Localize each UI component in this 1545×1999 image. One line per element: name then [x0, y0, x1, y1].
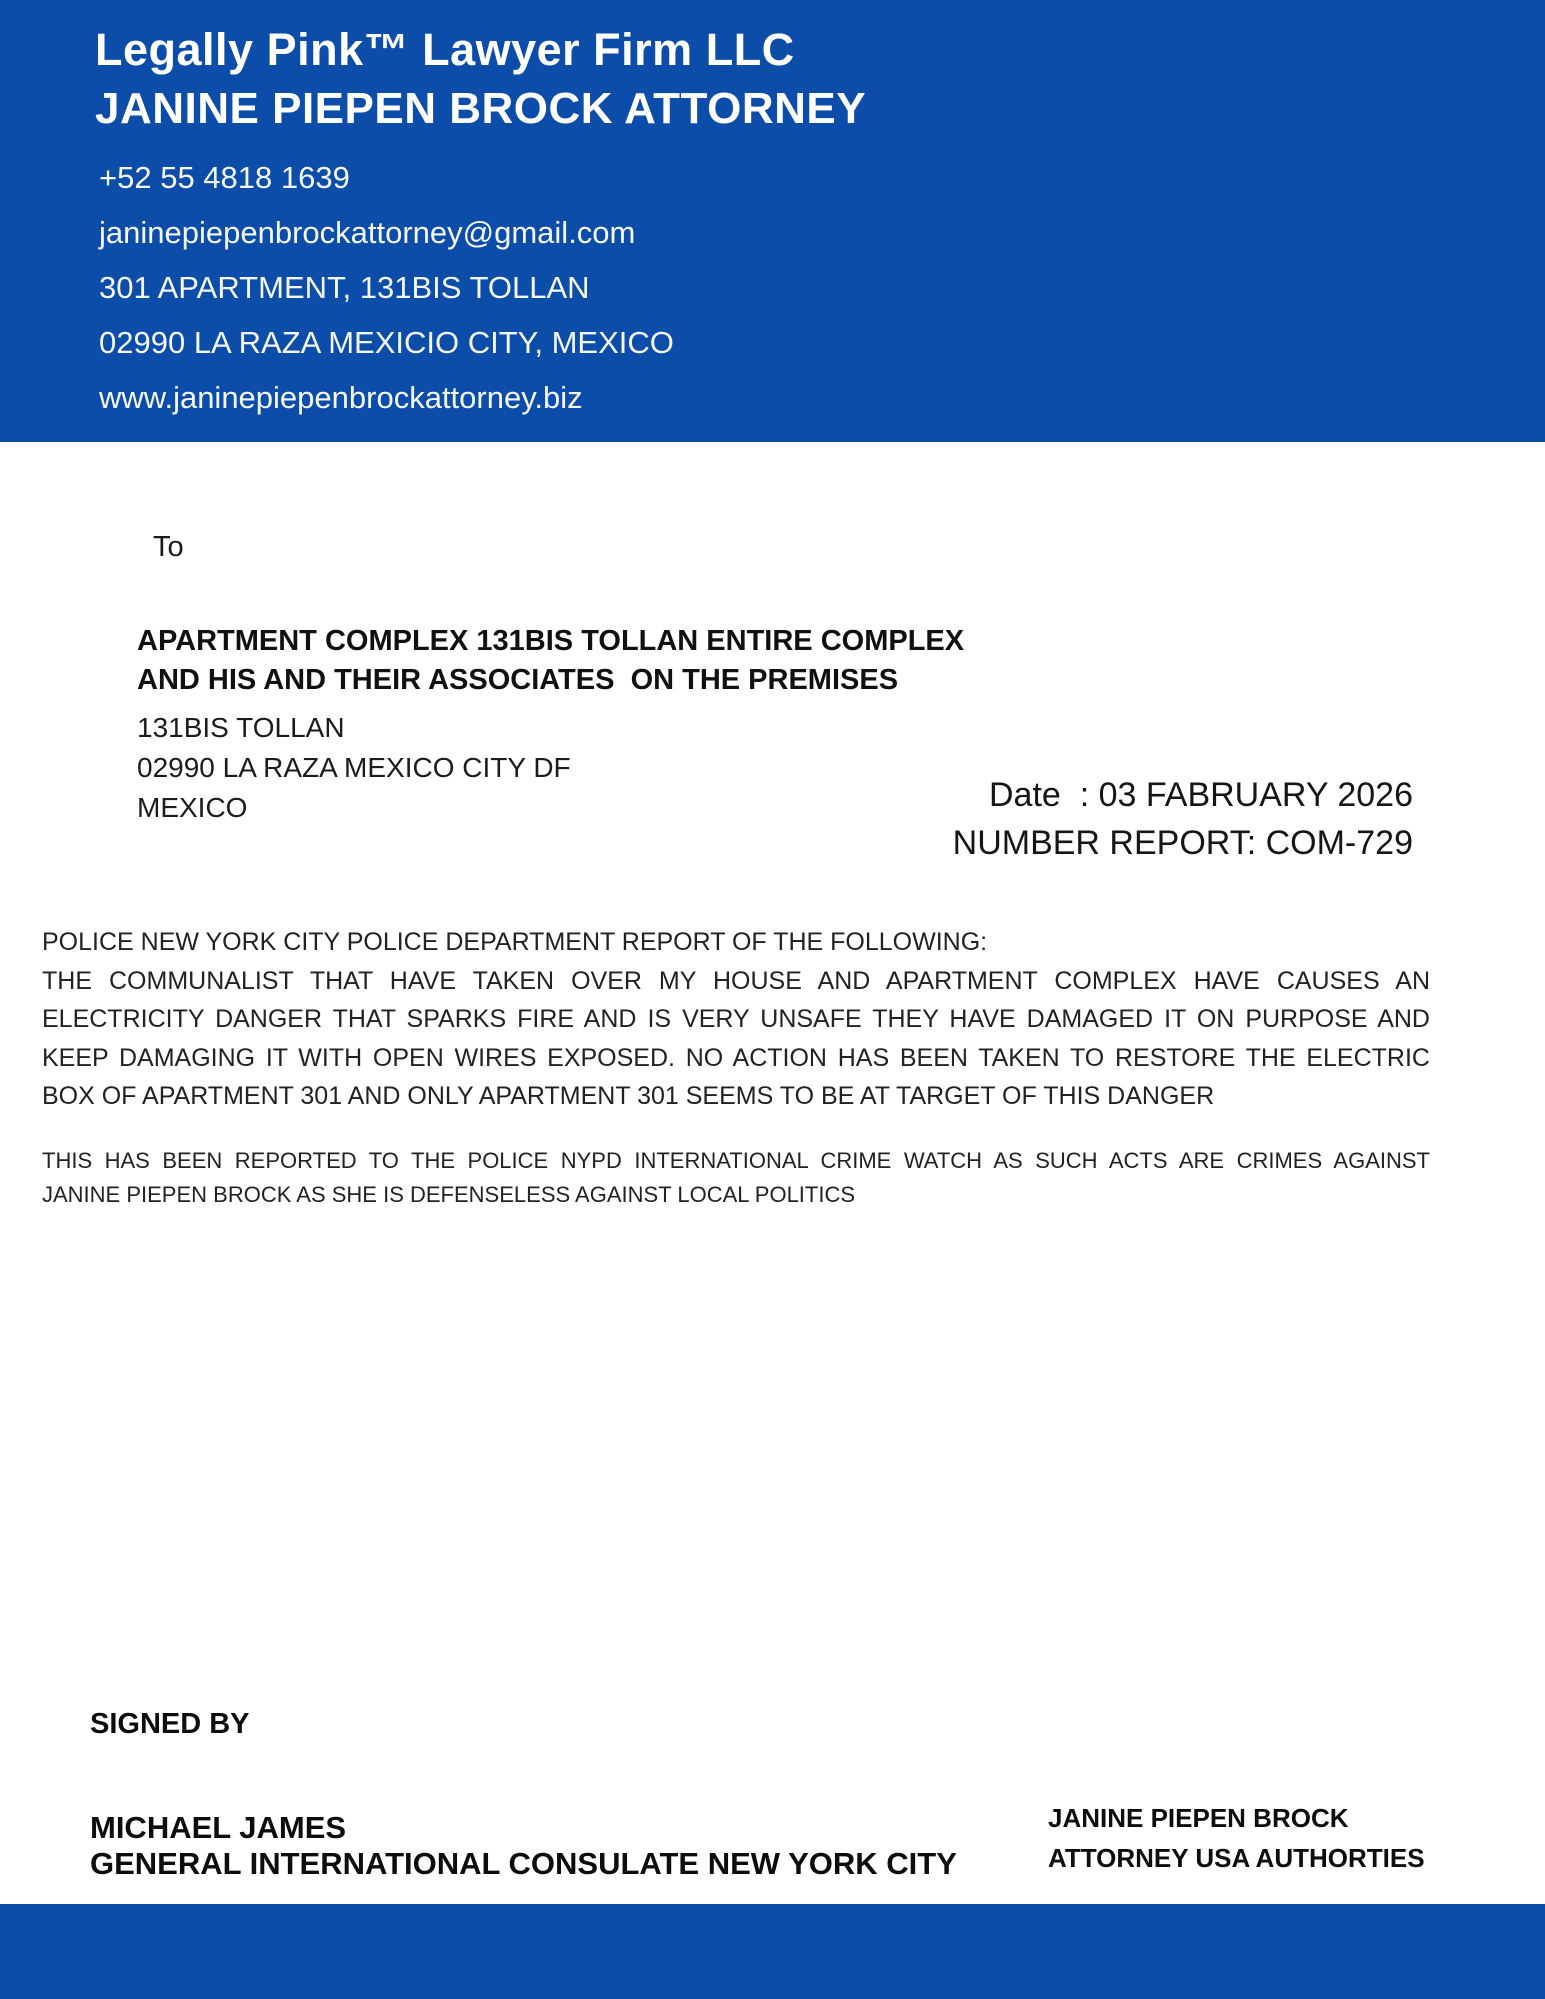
body-p1-line3: ELECTRICITY DANGER THAT SPARKS FIRE AND IS VERY UNSAFE THEY HAVE DAMAGED IT ON PURPOSE AND	[42, 1005, 1430, 1033]
body-p1-line5: BOX OF APARTMENT 301 AND ONLY APARTMENT 301 SEEMS TO BE AT TARGET OF THIS DANGER	[42, 1082, 1215, 1110]
recipient-address	[137, 708, 964, 828]
to-label: To	[153, 531, 184, 563]
body-p2-line2: JANINE PIEPEN BROCK AS SHE IS DEFENSELESS AGAINST LOCAL POLITICS	[42, 1182, 856, 1207]
email-address: janinepiepenbrockattorney@gmail.com	[99, 215, 636, 250]
signed-by-label: SIGNED BY	[90, 1708, 250, 1740]
letterhead-banner	[0, 0, 1545, 442]
signer-right-name: JANINE PIEPEN BROCK	[1048, 1803, 1349, 1833]
recipient-name-line1: APARTMENT COMPLEX 131BIS TOLLAN ENTIRE COMPLEX	[137, 625, 965, 657]
recipient-address-line1: 131BIS TOLLAN	[137, 712, 345, 743]
signer-left-title: GENERAL INTERNATIONAL CONSULATE NEW YORK CITY	[90, 1846, 957, 1881]
attorney-name: JANINE PIEPEN BROCK ATTORNEY	[95, 84, 867, 133]
recipient-address-line3: MEXICO	[137, 792, 248, 823]
signer-right-title: ATTORNEY USA AUTHORTIES	[1048, 1843, 1425, 1873]
contact-block	[99, 150, 674, 425]
recipient-block	[137, 622, 964, 828]
city-address: 02990 LA RAZA MEXICIO CITY, MEXICO	[99, 325, 674, 360]
body-paragraph-1	[42, 923, 1430, 1116]
footer-bar	[0, 1904, 1545, 1999]
recipient-address-line2: 02990 LA RAZA MEXICO CITY DF	[137, 752, 571, 783]
signature-right-block	[1048, 1798, 1425, 1878]
body-p1-line4: KEEP DAMAGING IT WITH OPEN WIRES EXPOSED. NO ACTION HAS BEEN TAKEN TO RESTORE THE ELECTRIC	[42, 1043, 1430, 1072]
website-url: www.janinepiepenbrockattorney.biz	[99, 380, 583, 415]
body-paragraph-2	[42, 1144, 1430, 1212]
recipient-name-line2: AND HIS AND THEIR ASSOCIATES ON THE PREMISES	[137, 664, 899, 696]
body-p1-line1: POLICE NEW YORK CITY POLICE DEPARTMENT REPORT OF THE FOLLOWING:	[42, 928, 988, 956]
signature-left-block	[90, 1810, 957, 1882]
body-p1-line2: THE COMMUNALIST THAT HAVE TAKEN OVER MY HOUSE AND APARTMENT COMPLEX HAVE CAUSES AN	[42, 966, 1430, 995]
body-p2-line1: THIS HAS BEEN REPORTED TO THE POLICE NYPD INTERNATIONAL CRIME WATCH AS SUCH ACTS ARE CRIMES AGAINST	[42, 1148, 1430, 1173]
date-line: Date : 03 FABRUARY 2026	[989, 776, 1413, 814]
report-number-line: NUMBER REPORT: COM-729	[952, 824, 1413, 862]
signer-left-name: MICHAEL JAMES	[90, 1810, 347, 1845]
firm-name: Legally Pink™ Lawyer Firm LLC	[95, 24, 795, 75]
street-address: 301 APARTMENT, 131BIS TOLLAN	[99, 270, 590, 305]
phone-number: +52 55 4818 1639	[99, 160, 350, 195]
